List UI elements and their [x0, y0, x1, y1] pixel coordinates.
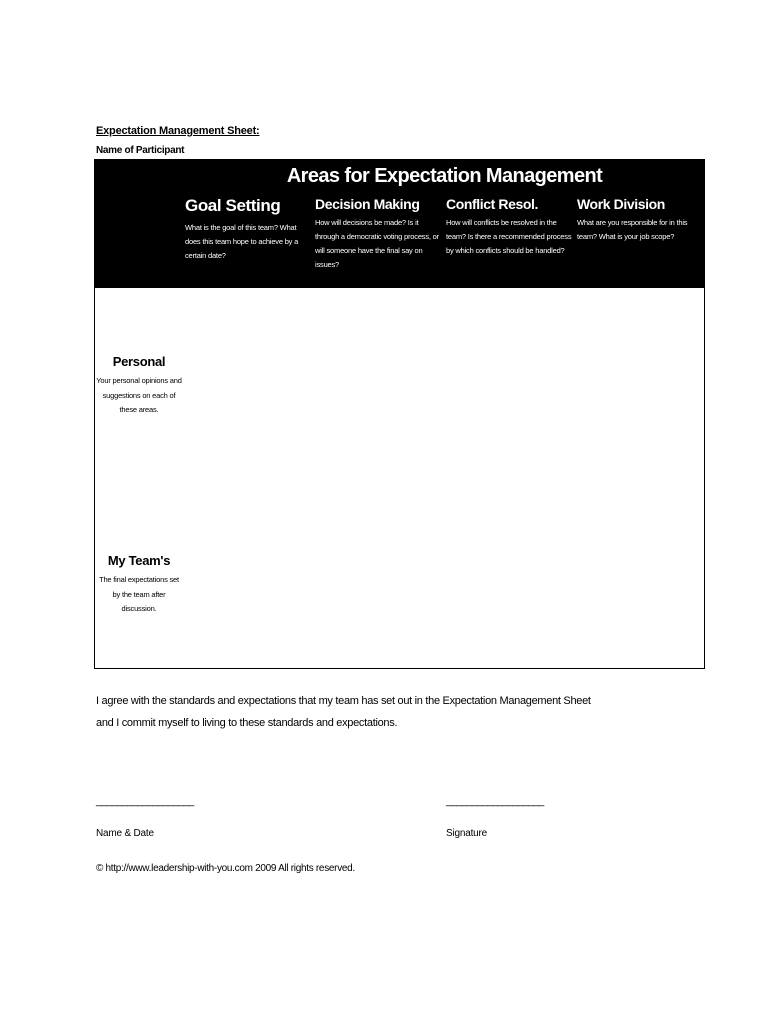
column-description: What are you responsible for in this team? What is your job scope?	[577, 218, 688, 241]
column-goal-setting	[185, 196, 313, 263]
column-heading: Work Division	[577, 196, 665, 212]
row-description: Your personal opinions and suggestions on each of these areas.	[96, 376, 182, 414]
column-work-division	[577, 196, 702, 244]
column-heading: Goal Setting	[185, 196, 281, 215]
row-description: The final expectations set by the team after discussion.	[99, 575, 179, 613]
expectation-table	[94, 159, 705, 669]
column-decision-making	[315, 196, 440, 272]
agreement-statement	[96, 690, 616, 734]
column-description: How will decisions be made? Is it through a democratic voting process, or will someone have the final say on issues?	[315, 218, 439, 269]
sheet-title: Expectation Management Sheet:	[96, 125, 260, 137]
column-description: How will conflicts be resolved in the team? Is there a recommended process by which conflicts should be handled?	[446, 218, 572, 255]
column-description: What is the goal of this team? What does this team hope to achieve by a certain date?	[185, 223, 299, 260]
table-title: Areas for Expectation Management	[286, 165, 603, 187]
table-header	[95, 160, 704, 288]
row-heading: My Team's	[107, 553, 171, 568]
signature-line: ___________________	[446, 795, 544, 807]
column-heading: Conflict Resol.	[446, 196, 539, 212]
column-conflict-resolution	[446, 196, 574, 258]
agreement-line-1: I agree with the standards and expectations that my team has set out in the Expectation Management Sheet	[96, 695, 591, 707]
participant-name-label: Name of Participant	[96, 145, 185, 156]
copyright-notice: © http://www.leadership-with-you.com 2009 All rights reserved.	[96, 863, 355, 874]
agreement-line-2: and I commit myself to living to these standards and expectations.	[96, 717, 398, 729]
name-date-label: Name & Date	[96, 828, 154, 839]
row-my-teams	[95, 553, 183, 617]
row-heading: Personal	[112, 354, 166, 369]
signature-label: Signature	[446, 828, 488, 839]
column-heading: Decision Making	[315, 196, 420, 212]
row-personal	[95, 354, 183, 418]
name-date-line: ___________________	[96, 795, 194, 807]
